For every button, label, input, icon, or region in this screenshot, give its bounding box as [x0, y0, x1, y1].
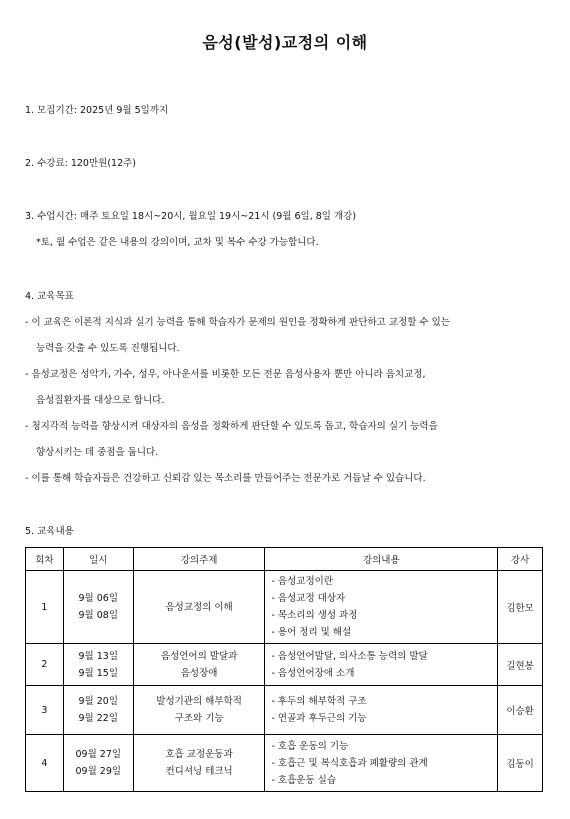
session-number: 3 — [26, 686, 64, 735]
content-line: - 음성언어발달, 의사소통 능력의 발달 — [271, 650, 428, 662]
class-schedule: 3. 수업시간: 매주 토요일 18시~20시, 월요일 19시~21시 (9월 6일, 8일 개강) — [25, 211, 357, 222]
session-dates — [63, 686, 133, 735]
header-session: 회차 — [26, 548, 64, 571]
date-line: 9월 06일 — [78, 593, 119, 604]
topic-line: 음성교정의 이해 — [165, 601, 233, 613]
goal-line: - 음성교정은 성악가, 가수, 성우, 아나운서를 비롯한 모든 전문 음성사용자 뿐만 아니라 음치교정, — [25, 369, 426, 380]
session-instructor: 이승환 — [498, 686, 543, 735]
session-instructor: 길현봉 — [498, 644, 543, 686]
topic-line: 음성언어의 발달과 — [160, 650, 238, 662]
table-row — [26, 571, 543, 644]
session-dates — [63, 644, 133, 686]
session-topic — [133, 735, 265, 792]
date-line: 9월 20일 — [78, 696, 119, 707]
date-line: 9월 22일 — [78, 713, 119, 724]
session-instructor: 김한모 — [498, 571, 543, 644]
goals-heading: 4. 교육목표 — [25, 291, 74, 302]
content-line: - 호흡근 및 복식호흡과 폐활량의 관계 — [271, 757, 428, 769]
header-date: 일시 — [63, 548, 133, 571]
session-number: 1 — [26, 571, 64, 644]
content-heading: 5. 교육내용 — [25, 526, 74, 537]
curriculum-table — [25, 547, 543, 792]
session-number: 4 — [26, 735, 64, 792]
date-line: 9월 13일 — [78, 650, 119, 662]
session-number: 2 — [26, 644, 64, 686]
session-dates — [63, 571, 133, 644]
session-content — [265, 686, 498, 735]
schedule-note: *토, 월 수업은 같은 내용의 강의이며, 교차 및 복수 수강 가능합니다. — [36, 237, 319, 248]
header-topic: 강의주제 — [133, 548, 265, 571]
table-row — [26, 644, 543, 686]
goal-line: 능력을 갖출 수 있도록 진행됩니다. — [36, 343, 180, 354]
date-line: 9월 08일 — [78, 610, 119, 621]
session-content — [265, 644, 498, 686]
goal-line: - 청지각적 능력을 향상시켜 대상자의 음성을 정확하게 판단할 수 있도록 돕고, 학습자의 실기 능력을 — [25, 421, 438, 432]
header-content: 강의내용 — [265, 548, 498, 571]
content-line: - 음성교정이란 — [271, 576, 333, 587]
content-line: - 연골과 후두근의 기능 — [271, 713, 367, 724]
topic-line: 컨디셔닝 테크닉 — [165, 766, 233, 777]
header-instructor: 강사 — [498, 548, 543, 571]
date-line: 9월 15일 — [78, 667, 119, 679]
goal-line: 음성질환자를 대상으로 합니다. — [36, 395, 165, 406]
table-row — [26, 735, 543, 792]
content-line: - 음성교정 대상자 — [271, 593, 346, 604]
session-content — [265, 571, 498, 644]
topic-line: 음성장애 — [180, 667, 218, 679]
goal-line: 향상시키는 데 중점을 둡니다. — [36, 447, 159, 458]
date-line: 09월 27일 — [75, 749, 122, 760]
session-topic — [133, 571, 265, 644]
content-line: - 호흡 운동의 기능 — [271, 740, 349, 752]
goal-line: - 이를 통해 학습자들은 건강하고 신뢰감 있는 목소리를 만들어주는 전문가로 거듭날 수 있습니다. — [25, 473, 426, 484]
session-content — [265, 735, 498, 792]
topic-line: 호흡 교정운동과 — [165, 749, 233, 760]
session-dates — [63, 735, 133, 792]
tuition-fee: 2. 수강료: 120만원(12주) — [25, 158, 136, 169]
page-title: 음성(발성)교정의 이해 — [202, 33, 368, 52]
date-line: 09월 29일 — [75, 766, 122, 777]
session-topic — [133, 686, 265, 735]
goal-line: - 이 교육은 이론적 지식과 실기 능력을 통해 학습자가 문제의 원인을 정확하게 판단하고 교정할 수 있는 — [25, 317, 450, 328]
recruit-period: 1. 모집기간: 2025년 9월 5일까지 — [25, 105, 169, 116]
session-topic — [133, 644, 265, 686]
content-line: - 호흡운동 실습 — [271, 774, 337, 786]
session-instructor: 김동이 — [498, 735, 543, 792]
topic-line: 구조와 기능 — [174, 713, 224, 724]
topic-line: 발성기관의 해부학적 — [156, 696, 242, 707]
content-line: - 음성언어장애 소개 — [271, 667, 355, 679]
table-header-row — [26, 548, 543, 571]
content-line: - 용어 정리 및 해설 — [271, 627, 352, 638]
content-line: - 목소리의 생성 과정 — [271, 610, 358, 621]
table-row — [26, 686, 543, 735]
content-line: - 후두의 해부학적 구조 — [271, 696, 367, 707]
